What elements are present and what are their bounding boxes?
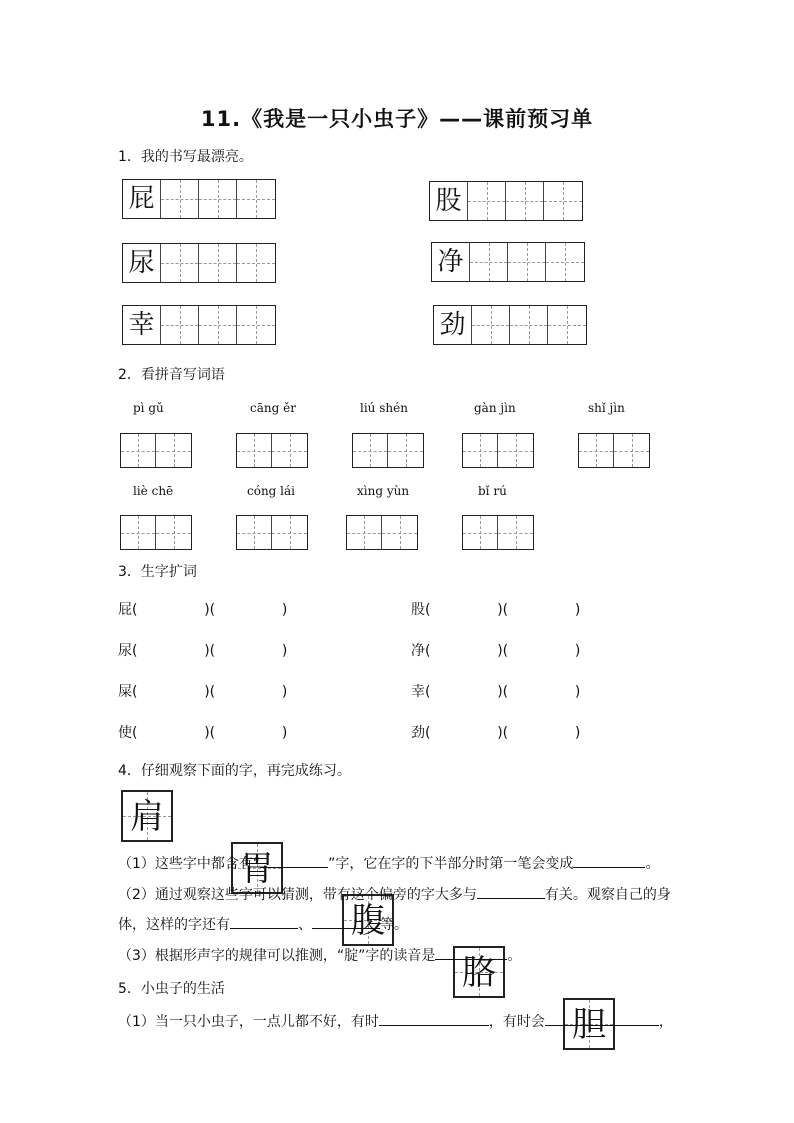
expand-item[interactable]: 使( )( ) (118, 725, 288, 741)
expand-item[interactable]: 劲( )( ) (411, 725, 581, 741)
pinyin-label: liú shén (360, 401, 408, 415)
blank-field[interactable] (435, 945, 507, 960)
blank-field[interactable] (260, 853, 328, 868)
answer-grid[interactable] (578, 433, 650, 468)
blank-field[interactable] (573, 853, 645, 868)
q4-heading: 4．仔细观察下面的字，再完成练习。 (118, 763, 351, 779)
pinyin-label: pì gǔ (133, 401, 164, 415)
blank-field[interactable] (379, 1011, 489, 1026)
q2-heading: 2．看拼音写词语 (118, 367, 225, 383)
answer-grid[interactable] (462, 515, 534, 550)
blank-field[interactable] (545, 1011, 659, 1026)
model-char: 劲 (439, 310, 466, 340)
model-char: 屁 (128, 184, 155, 214)
model-char: 净 (437, 247, 464, 277)
expand-item[interactable]: 净( )( ) (411, 643, 581, 659)
expand-item[interactable]: 尿( )( ) (118, 643, 288, 659)
expand-item[interactable]: 屁( )( ) (118, 602, 288, 618)
expand-item[interactable]: 股( )( ) (411, 602, 581, 618)
pinyin-label: cāng ěr (250, 401, 296, 415)
writing-grid-5[interactable] (431, 242, 585, 282)
q4-item-3: （3）根据形声字的规律可以推测，“腚”字的读音是 。 (118, 945, 521, 966)
pinyin-label: xìng yùn (357, 484, 410, 498)
writing-grid-4[interactable] (429, 181, 583, 221)
q3-heading: 3．生字扩词 (118, 564, 197, 580)
expand-item[interactable]: 幸( )( ) (411, 684, 581, 700)
observe-char: 肩 (130, 797, 164, 837)
answer-grid[interactable] (352, 433, 424, 468)
q4-item-1: （1）这些字中都含有“ ”字，它在字的下半部分时第一笔会变成 。 (118, 853, 659, 874)
answer-grid[interactable] (120, 433, 192, 468)
page-title: 11.《我是一只小虫子》——课前预习单 (200, 107, 594, 131)
writing-grid-1[interactable] (122, 179, 276, 219)
pinyin-label: liè chē (133, 484, 174, 498)
blank-field[interactable] (312, 914, 380, 929)
observe-char: 腹 (351, 901, 385, 941)
answer-grid[interactable] (120, 515, 192, 550)
model-char: 尿 (128, 248, 155, 278)
q4-item-2-cont: 体，这样的字还有 、 等。 (118, 914, 408, 935)
pinyin-label: bǐ rú (478, 484, 507, 498)
answer-grid[interactable] (346, 515, 418, 550)
writing-grid-3[interactable] (122, 305, 276, 345)
answer-grid[interactable] (236, 433, 308, 468)
observe-char: 胆 (572, 1005, 606, 1045)
q4-item-2: （2）通过观察这些字可以猜测，带有这个偏旁的字大多与 有关。观察自己的身 (118, 884, 671, 905)
blank-field[interactable] (477, 884, 545, 899)
observe-char: 胃 (240, 849, 274, 889)
model-char: 股 (435, 186, 462, 216)
blank-field[interactable] (230, 914, 298, 929)
writing-grid-6[interactable] (433, 305, 587, 345)
model-char: 幸 (128, 310, 155, 340)
q5-item-1: （1）当一只小虫子，一点儿都不好，有时 ，有时会 ， (118, 1011, 673, 1032)
answer-grid[interactable] (236, 515, 308, 550)
writing-grid-2[interactable] (122, 243, 276, 283)
observe-char-box (121, 790, 173, 842)
q1-heading: 1．我的书写最漂亮。 (118, 149, 253, 165)
grid-cell (123, 180, 161, 218)
expand-item[interactable]: 屎( )( ) (118, 684, 288, 700)
pinyin-label: cóng lái (247, 484, 295, 498)
q5-heading: 5．小虫子的生活 (118, 981, 225, 997)
observe-char: 胳 (462, 953, 496, 993)
pinyin-label: shǐ jìn (588, 401, 625, 415)
answer-grid[interactable] (462, 433, 534, 468)
pinyin-label: gàn jìn (474, 401, 516, 415)
